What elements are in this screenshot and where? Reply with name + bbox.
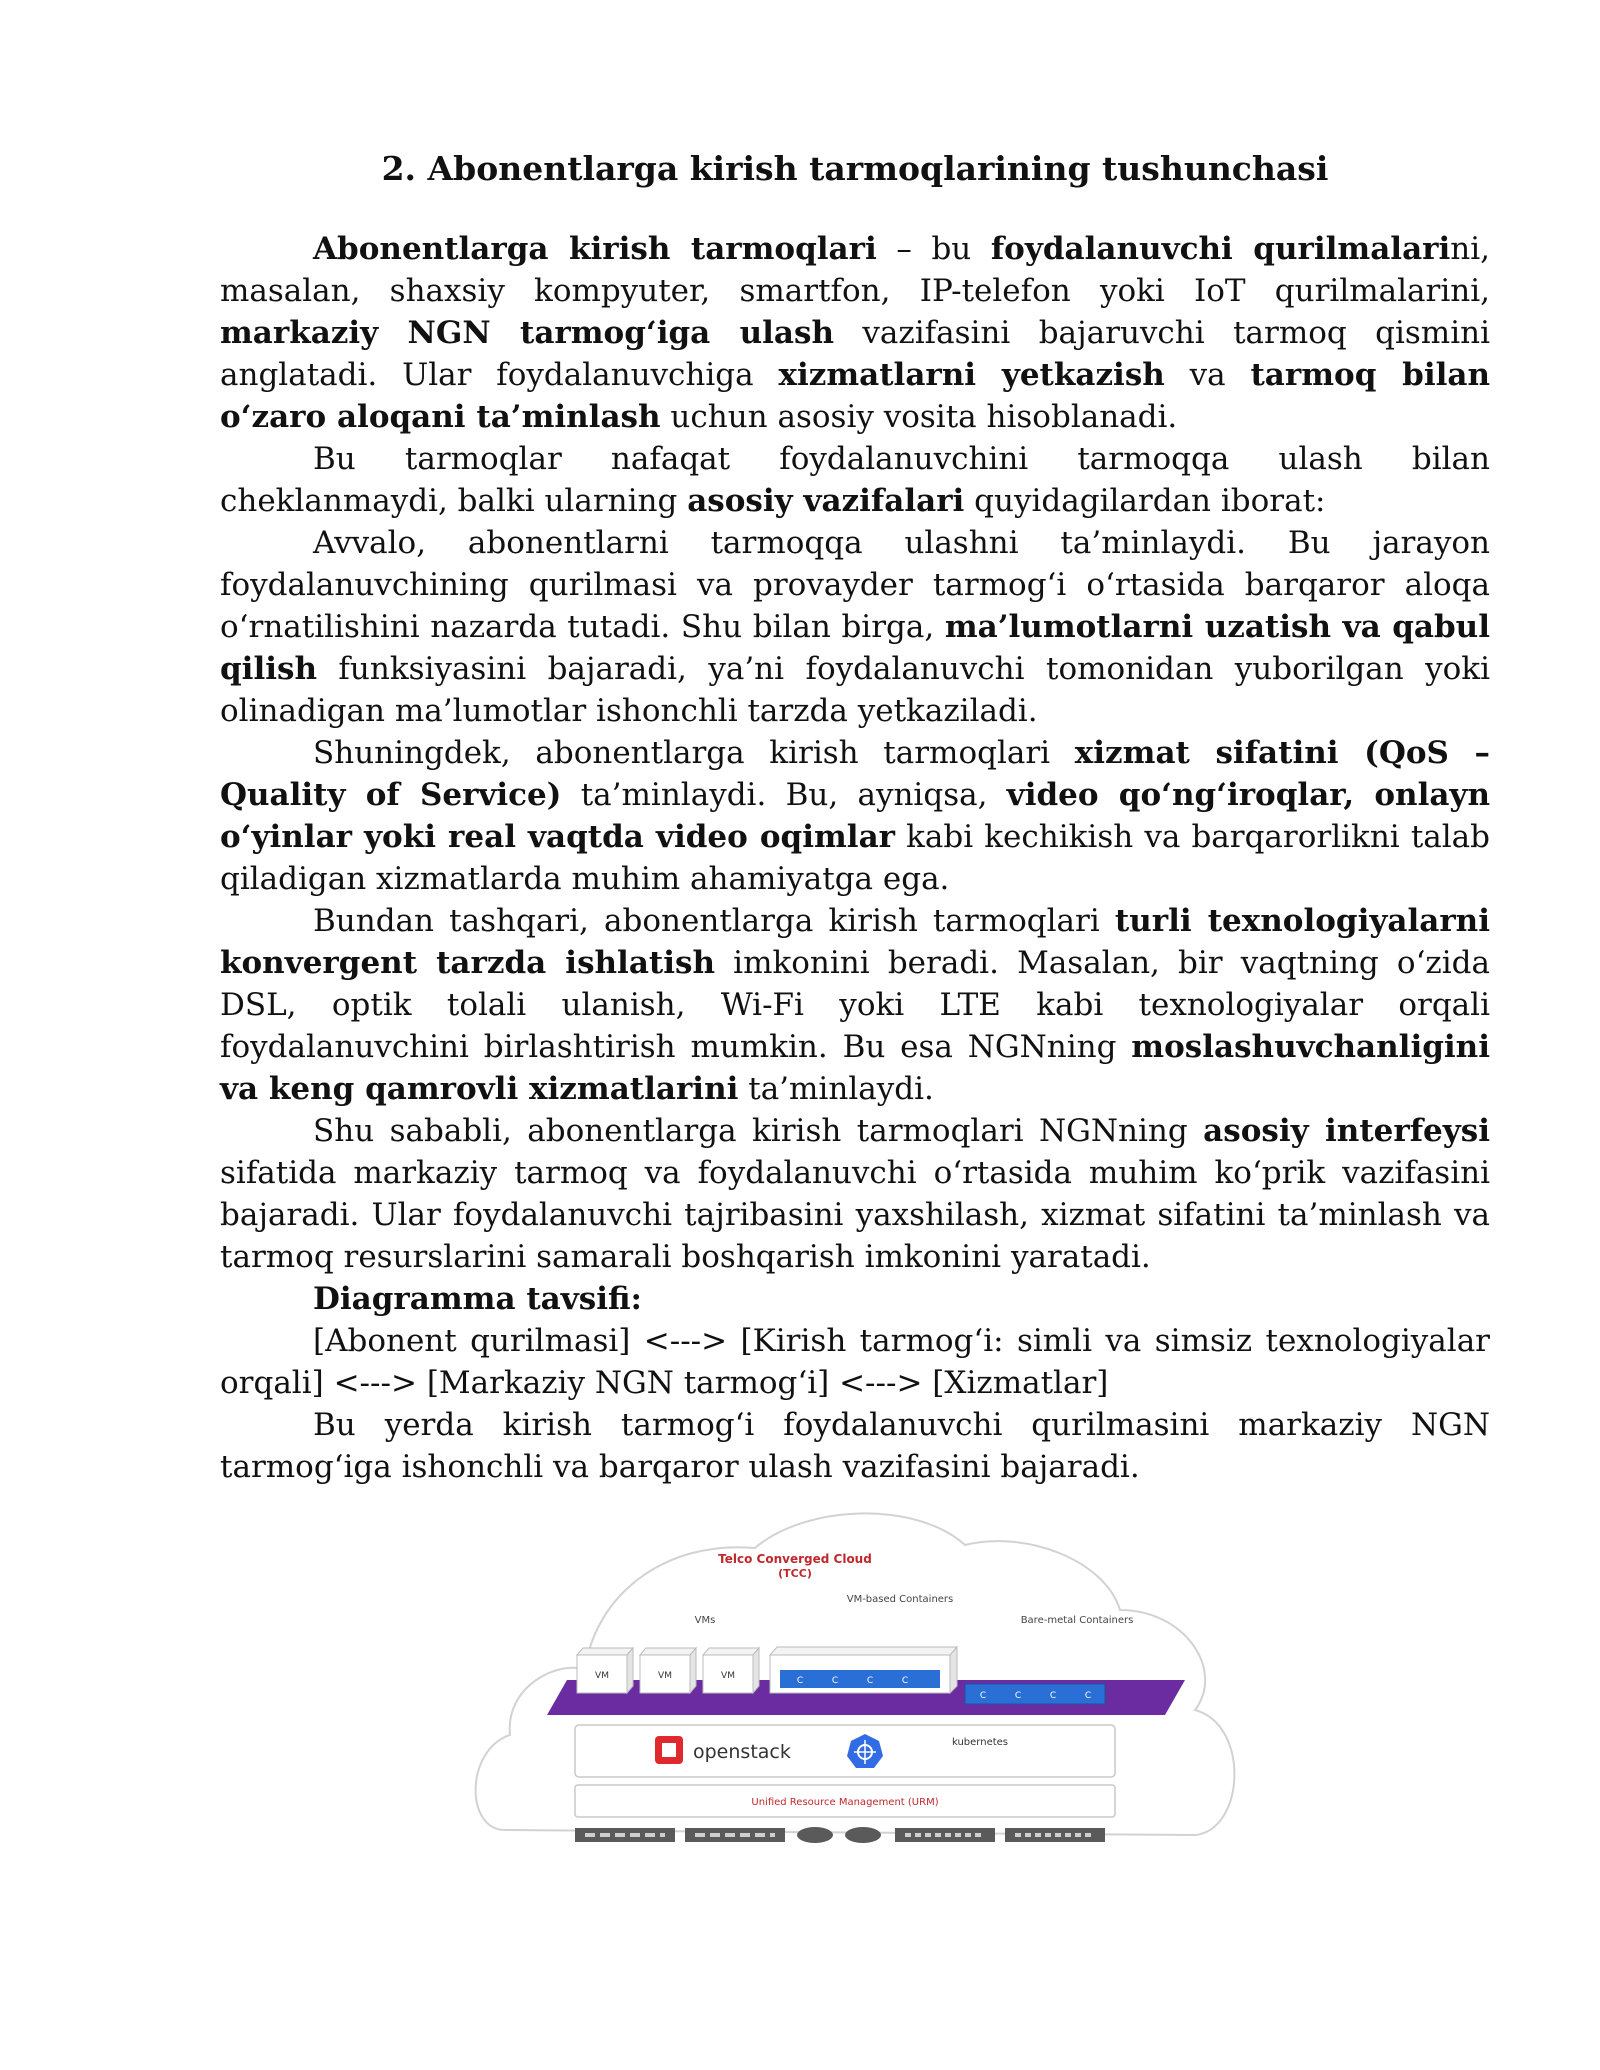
paragraph-definition: Abonentlarga kirish tarmoqlari – bu foydalanuvchi qurilmalarini, masalan, shaxsiy kompyuter, smartfon, IP-telefon yoki IoT qurilmalarini, markaziy NGN tarmog‘iga ulash vazifasini bajaruvchi tarmoq qismini anglatadi. Ular foydalanuvchiga xizmatlarni yetkazish va tarmoq bilan o‘zaro aloqani ta’minlash uchun asosiy vosita hisoblanadi. — [220, 231, 1491, 435]
svg-text:VM: VM — [721, 1671, 735, 1681]
paragraph-functions-intro: Bu tarmoqlar nafaqat foydalanuvchini tarmoqqa ulash bilan cheklanmaydi, balki ularning asosiy vazifalari quyidagilardan iborat: — [220, 441, 1490, 519]
container-cell: C — [1049, 1691, 1057, 1701]
paragraph-interface: Shu sababli, abonentlarga kirish tarmoqlari NGNning asosiy interfeysi sifatida markaziy tarmoq va foydalanuvchi o‘rtasida muhim ko‘prik vazifasini bajaradi. Ular foydalanuvchi tajribasini yaxshilash, xizmat sifatini ta’minlash va tarmoq resurslarini samarali boshqarish imkonini yaratadi. — [220, 1113, 1490, 1275]
vm-box — [640, 1648, 696, 1693]
tcc-diagram — [465, 1500, 1245, 1870]
paragraph-convergence: Bundan tashqari, abonentlarga kirish tarmoqlari turli texnologiyalarni konvergent tarzda ishlatish imkonini beradi. Masalan, bir vaqtning o‘zida DSL, optik tolali ulanish, Wi-Fi yoki LTE kabi texnologiyalar orqali foydalanuvchini birlashtirish mumkin. Bu esa NGNning moslashuvchanligini va keng qamrovli xizmatlarini ta’minlaydi. — [220, 903, 1490, 1107]
diagram-flow: [Abonent qurilmasi] <---> [Kirish tarmog‘i: simli va simsiz texnologiyalar orqali] <---> [Markaziy NGN tarmog‘i] <---> [Xizmatlar] — [220, 1323, 1490, 1401]
vm-box — [703, 1648, 759, 1693]
container-cell: C — [796, 1676, 804, 1686]
tcc-cloud-figure — [465, 1500, 1245, 1870]
bare-metal-label: Bare-metal Containers — [1020, 1615, 1134, 1626]
container-cell: C — [901, 1676, 909, 1686]
openstack-label: openstack — [693, 1741, 791, 1763]
svg-text:VM: VM — [658, 1671, 672, 1681]
container-cell: C — [866, 1676, 874, 1686]
urm-label: Unified Resource Management (URM) — [751, 1797, 939, 1808]
container-cell: C — [1084, 1691, 1092, 1701]
openstack-logo-icon — [655, 1736, 683, 1764]
figure-title: Telco Converged Cloud — [718, 1552, 872, 1566]
container-cell: C — [979, 1691, 987, 1701]
container-cell: C — [1014, 1691, 1022, 1701]
vm-containers-label: VM-based Containers — [846, 1594, 954, 1605]
container-cell: C — [831, 1676, 839, 1686]
paragraph-conclusion: Bu yerda kirish tarmog‘i foydalanuvchi qurilmasini markaziy NGN tarmog‘iga ishonchli va barqaror ulash vazifasini bajaradi. — [220, 1407, 1490, 1485]
vm-container-host — [770, 1647, 957, 1693]
paragraph-qos: Shuningdek, abonentlarga kirish tarmoqlari xizmat sifatini (QoS – Quality of Service) ta’minlaydi. Bu, ayniqsa, video qo‘ng‘iroqlar, onlayn o‘yinlar yoki real vaqtda video oqimlar kabi kechikish va barqarorlikni talab qiladigan xizmatlarda muhim ahamiyatga ega. — [220, 735, 1491, 897]
section-title: 2. Abonentlarga kirish tarmoqlarining tushunchasi — [381, 149, 1329, 188]
vms-label: VMs — [694, 1615, 716, 1626]
paragraph-connection: Avvalo, abonentlarni tarmoqqa ulashni ta’minlaydi. Bu jarayon foydalanuvchining qurilmasi va provayder tarmog‘i o‘rtasida barqaror aloqa o‘rnatilishini nazarda tutadi. Shu bilan birga, ma’lumotlarni uzatish va qabul qilish funksiyasini bajaradi, ya’ni foydalanuvchi tomonidan yuborilgan yoki olinadigan ma’lumotlar ishonchli tarzda yetkaziladi. — [220, 525, 1490, 729]
diagram-heading: Diagramma tavsifi: — [313, 1281, 642, 1317]
figure-title-abbr: (TCC) — [778, 1567, 812, 1580]
kubernetes-label: kubernetes — [951, 1737, 1009, 1748]
svg-text:VM: VM — [595, 1671, 609, 1681]
vm-box — [577, 1648, 633, 1693]
document-body — [220, 228, 1490, 1488]
bare-metal-containers — [965, 1684, 1105, 1704]
